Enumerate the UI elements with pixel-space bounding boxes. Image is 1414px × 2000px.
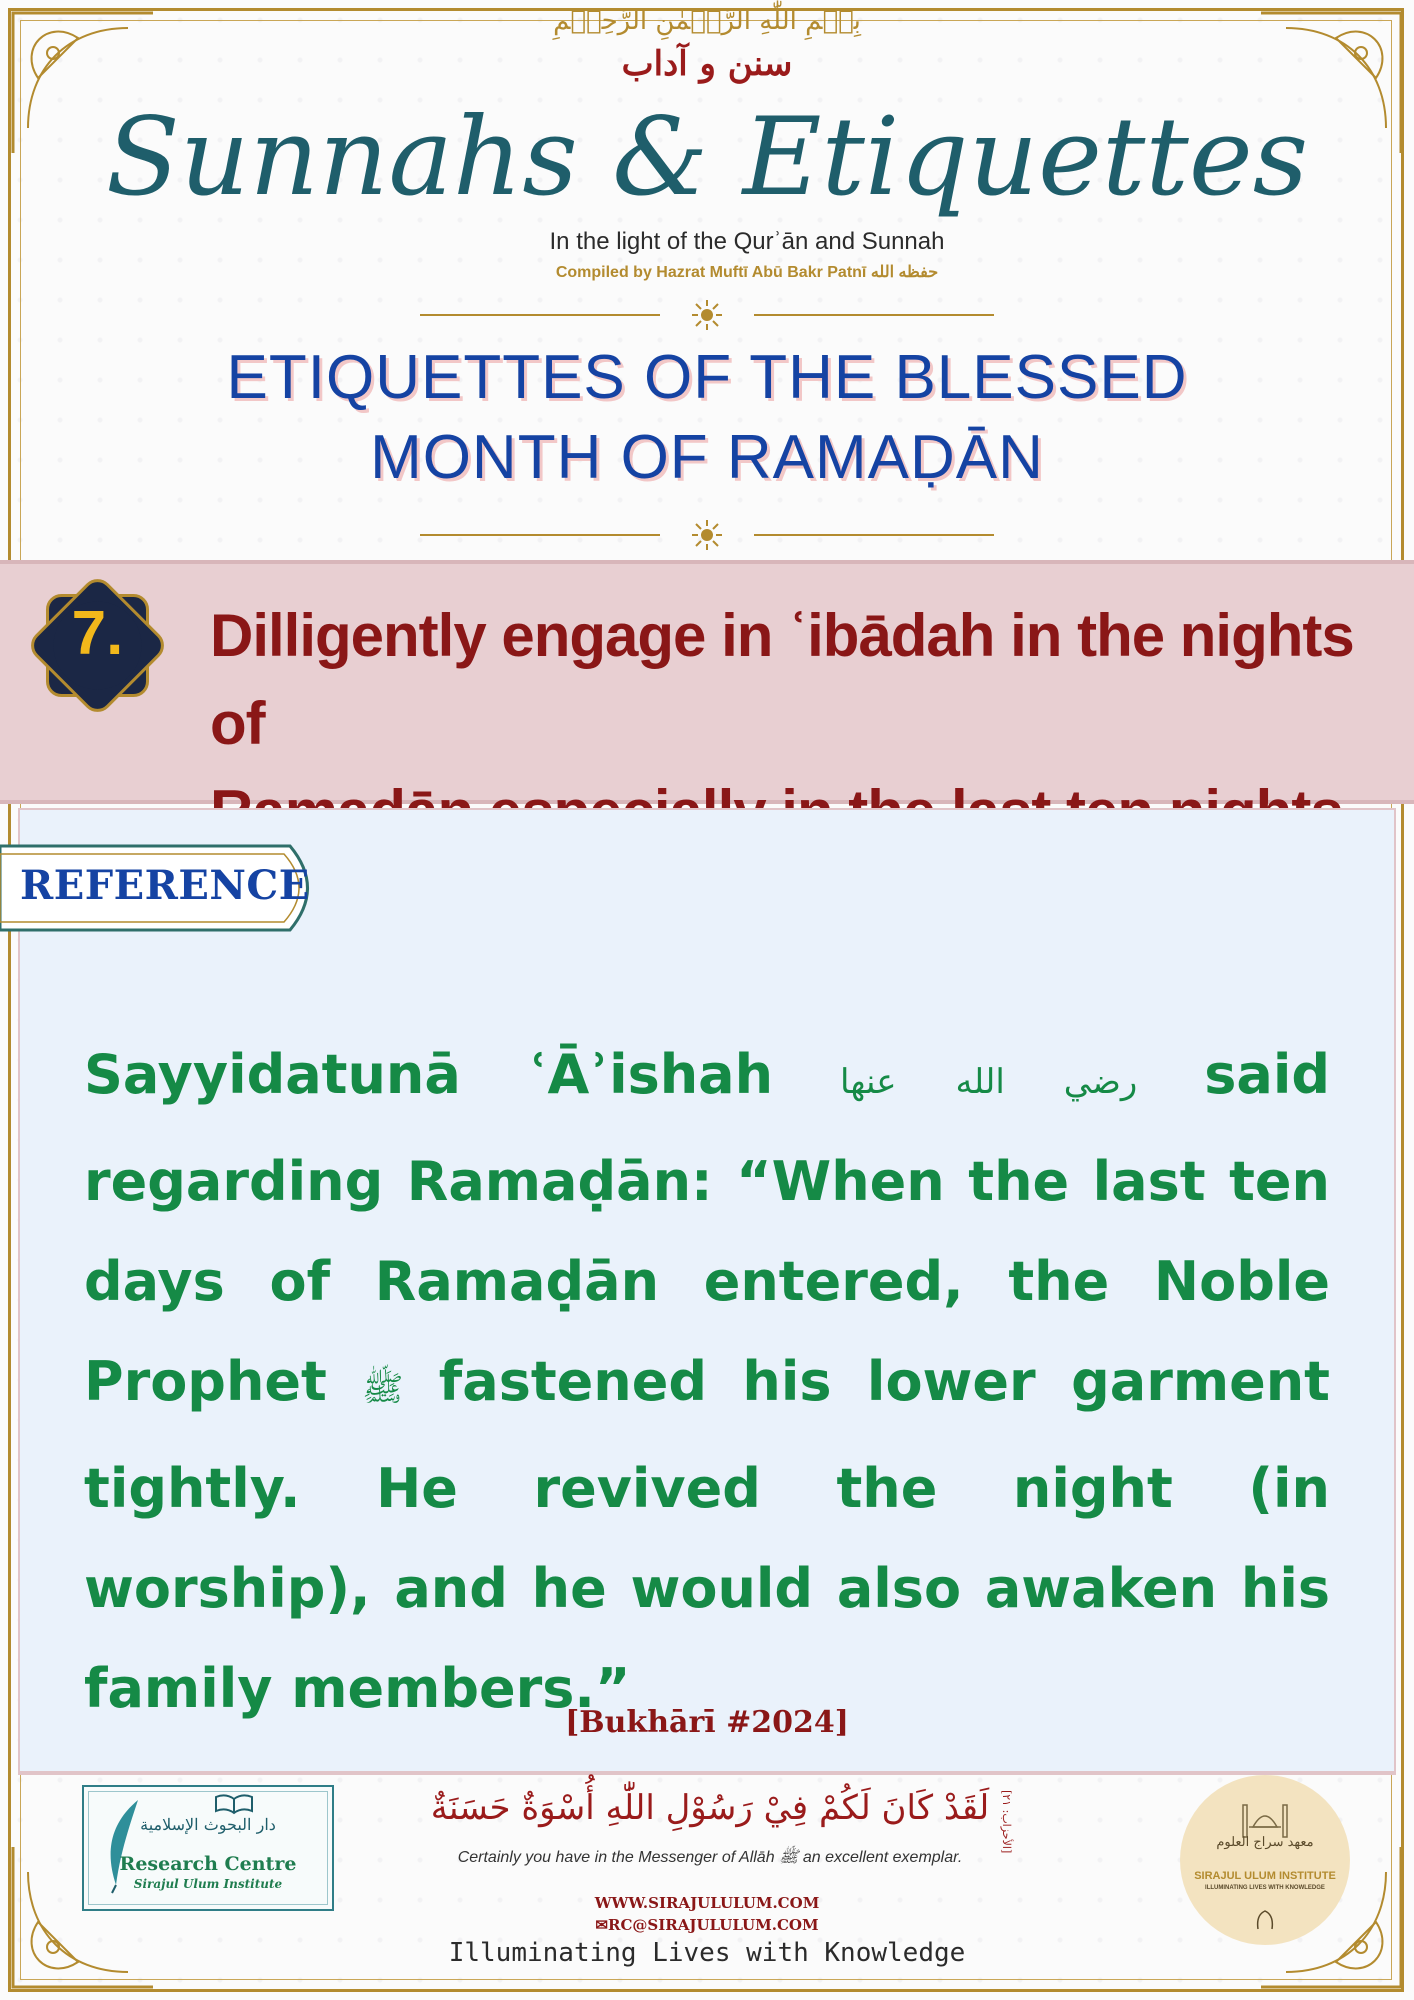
series-subtitle: In the light of the Qurʾān and Sunnah [549,228,945,255]
footer-tagline: Illuminating Lives with Knowledge [448,1938,966,1968]
quran-verse-arabic: لَقَدْ كَانَ لَكُمْ فِيْ رَسُوْلِ اللّٰهِ أُسْوَةٌ حَسَنَةٌ [430,1788,990,1828]
research-centre-logo [82,1785,334,1911]
quran-verse-reference: [الأحزاب: ٢١] [1000,1790,1013,1854]
research-centre-arabic: دار البحوث الإسلامية [140,1815,276,1834]
series-title: Sunnahs & Etiquettes [105,95,1309,220]
bottom-divider [420,520,994,550]
quran-verse-translation: Certainly you have in the Messenger of Allāh ﷺ an excellent exemplar. [457,1849,963,1866]
hadith-text-part1: Sayyidatunā ʿĀʾishah [84,1043,840,1106]
footer-divider [18,1772,1396,1775]
point-number: 7. [71,599,124,668]
bismillah: بِسۡمِ اللّٰهِ الرَّحۡمٰنِ الرَّحِيۡمِ [553,6,861,36]
main-title-line1: ETIQUETTES OF THE BLESSED [226,343,1188,412]
compiled-by: Compiled by Hazrat Muftī Abū Bakr Patnī حفظه الله [555,264,939,281]
sunburst-icon [692,520,722,550]
hadith-source: [Bukhārī #2024] [565,1705,849,1740]
research-centre-subtitle: Sirajul Ulum Institute [133,1877,283,1891]
point-heading-line1: Dilligently engage in ʿibādah in the nights of [210,602,1354,757]
sirajul-ulum-logo [1180,1775,1350,1945]
main-title-line2: MONTH OF RAMAḌĀN [370,423,1044,492]
top-divider [420,300,994,330]
series-arabic-title: سنن و آداب [621,44,793,84]
reference-label: REFERENCE [20,862,310,909]
institute-arabic: معهد سراج العلوم [1216,1835,1314,1850]
email-link[interactable]: ✉RC@SIRAJULULUM.COM [595,1916,819,1934]
emblem-icon [1254,1907,1276,1933]
book-icon [214,1791,254,1815]
honorific-salawat: ﷺ [362,1369,404,1409]
sunburst-icon [692,300,722,330]
main-title [0,338,1414,498]
hadith-text [84,1025,1330,1739]
website-link[interactable]: WWW.SIRAJULULUM.COM [594,1894,820,1912]
honorific-radiyallahu-anha: رضي الله عنها [839,1062,1138,1102]
institute-tagline: ILLUMINATING LIVES WITH KNOWLEDGE [1205,1885,1325,1891]
research-centre-name: Research Centre [119,1853,297,1875]
hadith-text-part2: said regarding Ramaḍān: “When the last ten days of Ramaḍān entered, the Noble Prophet [84,1043,1331,1413]
hadith-text-part3: fastened his lower garment tightly. He revived the night (in worship), and he would also awaken his family members.” [84,1350,1330,1720]
institute-name: SIRAJUL ULUM INSTITUTE [1194,1870,1336,1882]
